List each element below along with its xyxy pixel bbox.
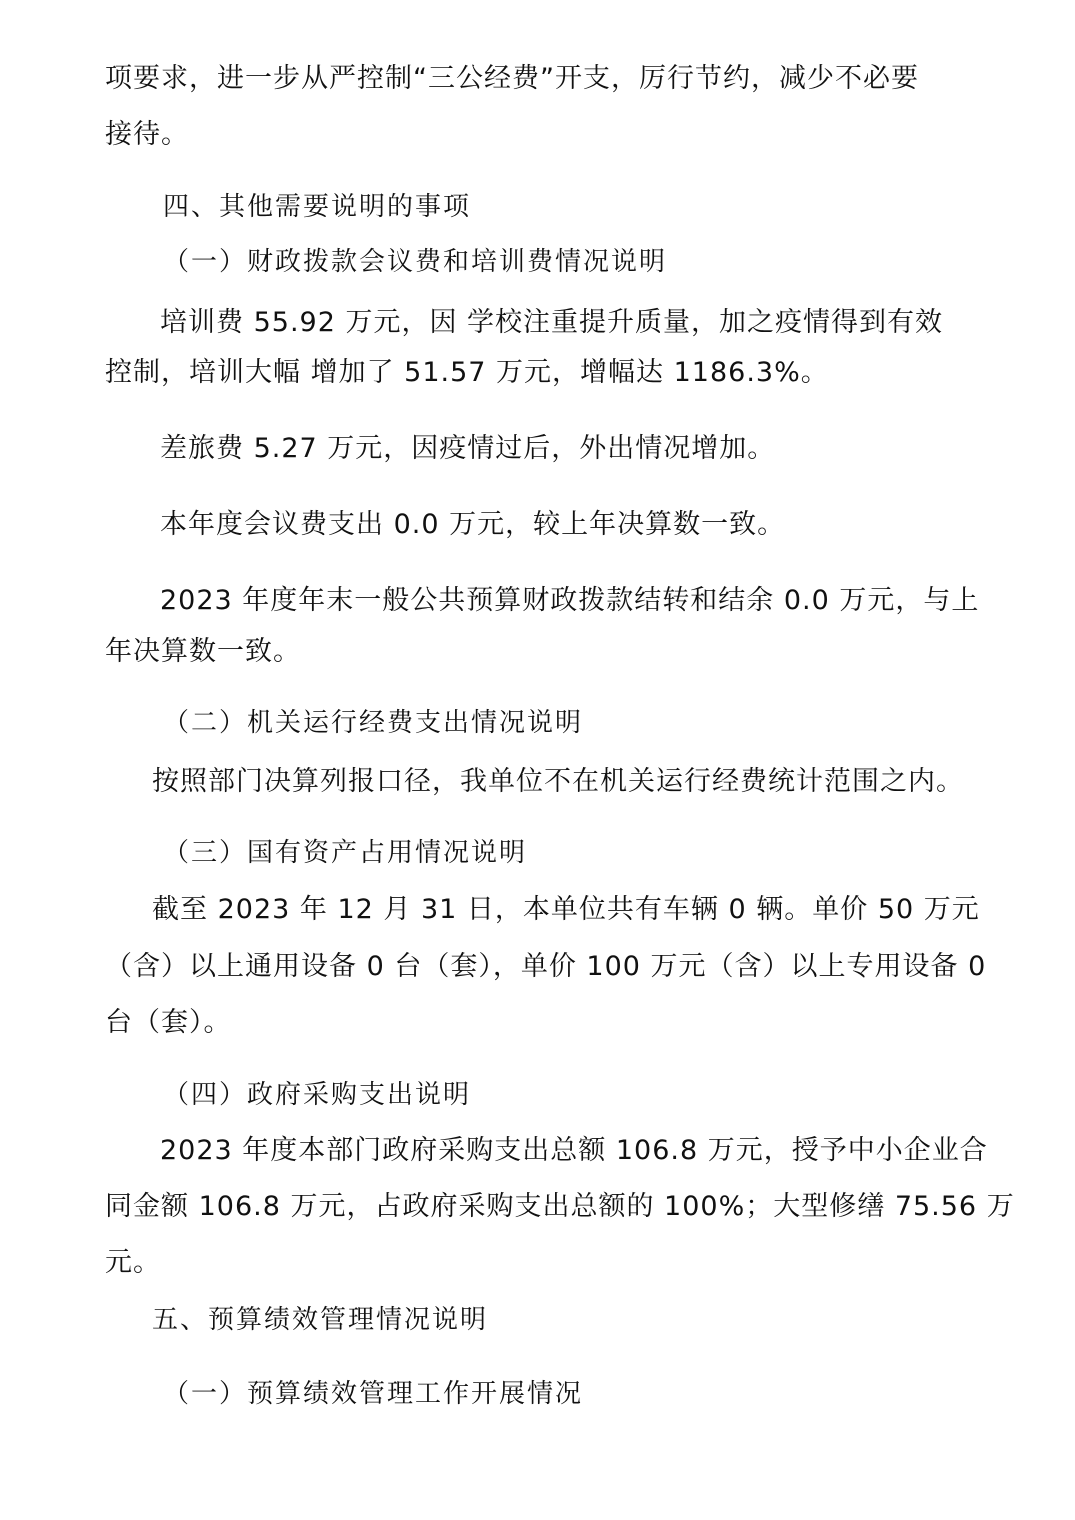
subsection-heading: （二）机关运行经费支出情况说明 <box>163 708 584 738</box>
text-line: 项要求，进一步从严控制“三公经费”开支，厉行节约，减少不必要 <box>105 63 919 94</box>
text-line: 培训费 55.92 万元，因 学校注重提升质量，加之疫情得到有效 <box>160 307 944 338</box>
section-heading: 五、预算绩效管理情况说明 <box>152 1305 489 1335</box>
text-line: 元。 <box>105 1247 161 1278</box>
text-line: 年决算数一致。 <box>105 636 301 667</box>
text-line: 截至 2023 年 12 月 31 日，本单位共有车辆 0 辆。单价 50 万元 <box>152 894 980 925</box>
text-line: 2023 年度本部门政府采购支出总额 106.8 万元，授予中小企业合 <box>160 1135 988 1166</box>
text-line: 2023 年度年末一般公共预算财政拨款结转和结余 0.0 万元，与上 <box>160 585 980 616</box>
text-line: （含）以上通用设备 0 台（套），单价 100 万元（含）以上专用设备 0 <box>105 951 987 982</box>
text-line: 同金额 106.8 万元，占政府采购支出总额的 100%；大型修缮 75.56 万 <box>105 1191 1015 1222</box>
subsection-heading: （一）预算绩效管理工作开展情况 <box>163 1379 584 1409</box>
subsection-heading: （三）国有资产占用情况说明 <box>163 838 528 868</box>
text-line: 控制，培训大幅 增加了 51.57 万元，增幅达 1186.3%。 <box>105 357 829 388</box>
text-line: 接待。 <box>105 119 189 150</box>
subsection-heading: （一）财政拨款会议费和培训费情况说明 <box>163 247 668 277</box>
text-line: 台（套）。 <box>105 1007 232 1038</box>
text-line: 本年度会议费支出 0.0 万元，较上年决算数一致。 <box>160 509 786 540</box>
text-line: 差旅费 5.27 万元，因疫情过后，外出情况增加。 <box>160 433 776 464</box>
subsection-heading: （四）政府采购支出说明 <box>163 1080 472 1110</box>
section-heading: 四、其他需要说明的事项 <box>163 192 472 222</box>
text-line: 按照部门决算列报口径，我单位不在机关运行经费统计范围之内。 <box>152 766 964 797</box>
